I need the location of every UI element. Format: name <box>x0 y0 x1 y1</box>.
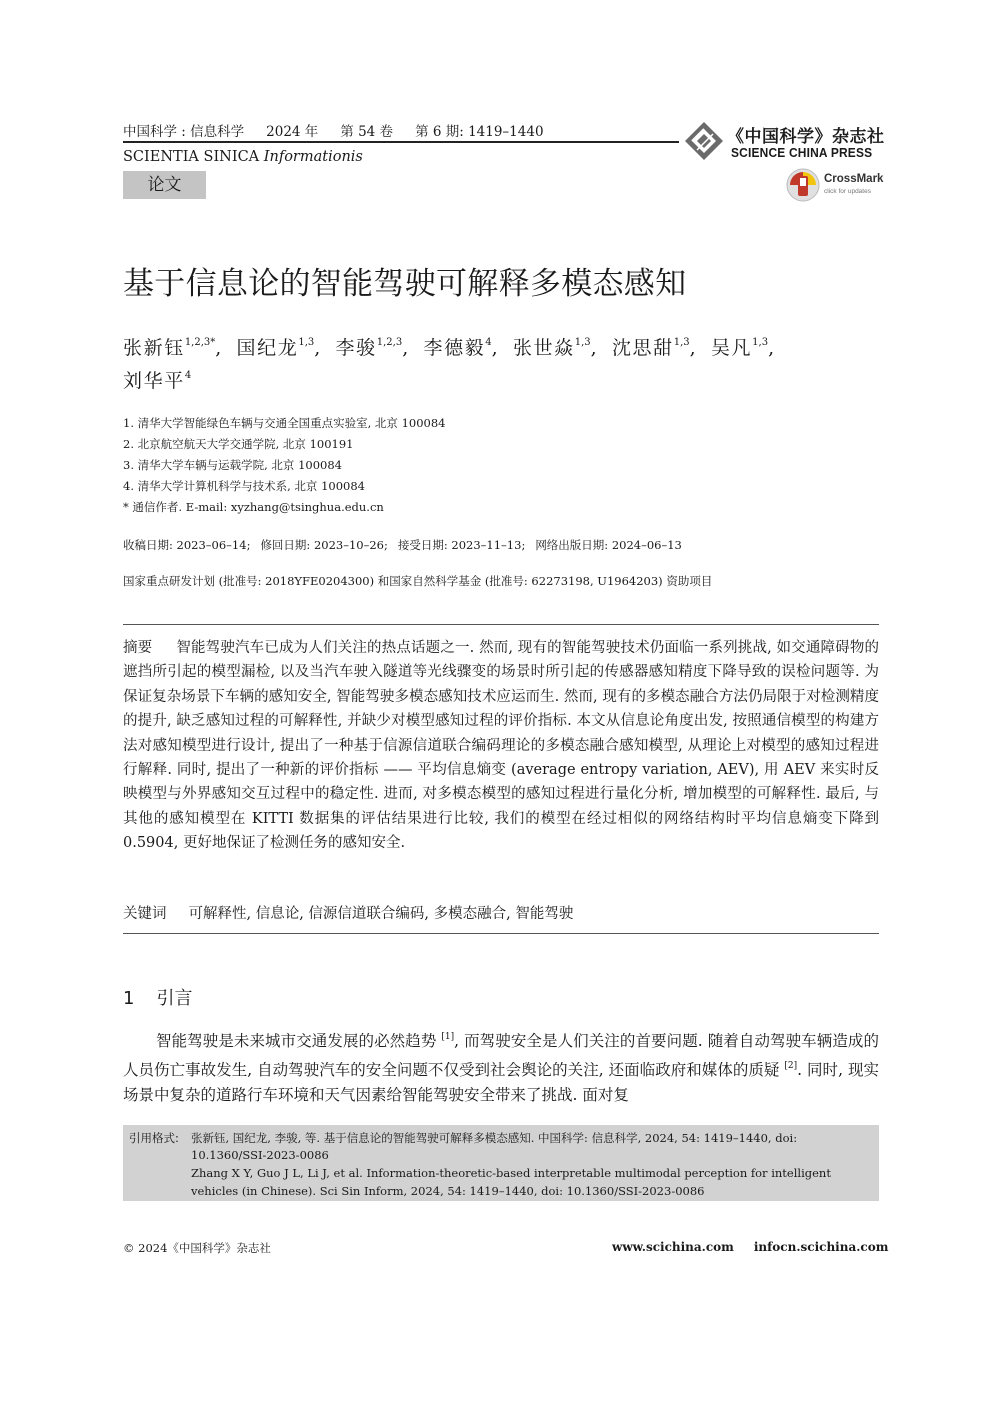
affiliation-3: 3. 清华大学车辆与运载学院, 北京 100084 <box>123 458 342 472</box>
date-accepted: 接受日期: 2023–11–13; <box>397 538 526 552</box>
citation-zh-doi: 10.1360/SSI-2023-0086 <box>191 1148 329 1162</box>
citation-en-line-1: Zhang X Y, Guo J L, Li J, et al. Information-theoretic-based interpretable multimodal perception for intelligent <box>191 1166 831 1180</box>
author-name: 刘华平 <box>123 370 185 392</box>
journal-header-en <box>123 149 363 165</box>
journal-issue-pages: 第 6 期: 1419–1440 <box>415 124 544 140</box>
intro-text-c: . 同时, 现实场景中复杂的道路行车环境和天气因素给智能驾驶安全带来了挑战. 面对复 <box>123 1061 879 1104</box>
author: 张世焱$^{1,3}$, <box>512 337 606 359</box>
author: 李德毅$^4$, <box>423 337 507 359</box>
paper-title: 基于信息论的智能驾驶可解释多模态感知 <box>123 266 687 302</box>
section-heading <box>123 984 192 1010</box>
author: 张新钰$^{1,2,3*}$, <box>123 337 231 359</box>
affiliation-1: 1. 清华大学智能绿色车辆与交通全国重点实验室, 北京 100084 <box>123 416 446 430</box>
crossmark-sublabel: click for updates <box>824 188 871 195</box>
crossmark-badge[interactable] <box>785 167 885 203</box>
header-rule <box>123 141 679 143</box>
author-name: 国纪龙 <box>236 337 299 359</box>
footer-links <box>612 1240 888 1254</box>
author: 李骏$^{1,2,3}$, <box>335 337 418 359</box>
author: 沈思甜$^{1,3}$, <box>611 337 705 359</box>
author-affiliation-marker: 1,3 <box>752 337 769 348</box>
citation-zh: 张新钰, 国纪龙, 李骏, 等. 基于信息论的智能驾驶可解释多模态感知. 中国科学: 信息科学, 2024, 54: 1419–1440, doi: <box>191 1131 798 1145</box>
abstract-bottom-rule <box>123 933 879 934</box>
author-affiliation-marker: 1,3 <box>574 337 591 348</box>
article-category-badge: 论文 <box>123 171 206 199</box>
date-revised: 修回日期: 2023–10–26; <box>260 538 388 552</box>
author-name: 吴凡 <box>710 337 753 359</box>
abstract <box>123 636 879 856</box>
author-affiliation-marker: 1,3 <box>298 337 315 348</box>
journal-header-cn <box>123 120 544 140</box>
crossmark-label: CrossMark <box>824 173 884 185</box>
journal-name-cn: 中国科学 : 信息科学 <box>123 124 245 140</box>
abstract-label: 摘要 <box>123 640 153 656</box>
keywords-label: 关键词 <box>123 906 167 922</box>
author-affiliation-marker: 1,2,3 <box>376 337 403 348</box>
section-number: 1 <box>123 988 135 1009</box>
article-dates <box>123 537 682 553</box>
date-received: 收稿日期: 2023–06–14; <box>123 538 251 552</box>
author: 国纪龙$^{1,3}$, <box>236 337 330 359</box>
footer-site-2[interactable]: infocn.scichina.com <box>753 1240 889 1254</box>
citation-ref-2[interactable]: [2] <box>784 1061 798 1071</box>
publisher-name-en: SCIENCE CHINA PRESS <box>731 145 873 160</box>
journal-year: 2024 年 <box>266 124 319 140</box>
abstract-text: 智能驾驶汽车已成为人们关注的热点话题之一. 然而, 现有的智能驾驶技术仍面临一系列挑战, 如交通障碍物的遮挡所引起的模型漏检, 以及当汽车驶入隧道等光线骤变的场景时所引起的传感器感知精度下降导致的误检问题等. 为保证复杂场景下车辆的感知安全, 智能驾驶多模态感知技术应运而生. 然而, 现有的多模态融合方法仍局限于对检测精度的提升, 缺乏感知过程的可解释性, 并缺少对模型感知过程的评价指标. 本文从信息论角度出发, 按照通信模型的构建方法对感知模型进行设计, 提出了一种基于信源信道联合编码理论的多模态融合感知模型, 从理论上对模型的感知过程进行解释. 同时, 提出了一种新的评价指标 —— 平均信息熵变 (average entropy variation, AEV), 用 AEV 来实时反映模型与外界感知交互过程中的稳定性. 进而, 对多模态模型的感知过程进行量化分析, 增加模型的可解释性. 最后, 与其他的感知模型在 KITTI 数据集的评估结果进行比较, 我们的模型在经过相似的网络结构时平均信息熵变下降到 0.5904, 更好地保证了检测任务的感知安全. <box>123 640 880 852</box>
footer-copyright: © 2024《中国科学》杂志社 <box>123 1241 271 1255</box>
author-affiliation-marker: 1,3 <box>673 337 690 348</box>
journal-volume: 第 54 卷 <box>340 124 394 140</box>
author-affiliation-marker: 1,2,3* <box>184 337 216 348</box>
publisher-name-cn: 《中国科学》杂志社 <box>727 127 885 147</box>
author-name: 李骏 <box>335 337 377 359</box>
abstract-top-rule <box>123 624 879 625</box>
date-online: 网络出版日期: 2024–06–13 <box>535 538 682 552</box>
author-name: 李德毅 <box>423 337 486 359</box>
author-name: 张新钰 <box>123 337 185 359</box>
citation-box <box>123 1125 879 1201</box>
journal-name-en-sub: Informationis <box>263 149 363 165</box>
intro-text-a: 智能驾驶是未来城市交通发展的必然趋势 <box>156 1032 442 1050</box>
footer-site-1[interactable]: www.scichina.com <box>612 1240 734 1254</box>
intro-text-b: , 而驾驶安全是人们关注的首要问题. 随着自动驾驶车辆造成的人员伤亡事故发生, 自动驾驶汽车的安全问题不仅受到社会舆论的关注, 还面临政府和媒体的质疑 <box>123 1032 879 1079</box>
author-list-line-1 <box>123 333 782 360</box>
citation-label: 引用格式: <box>129 1131 179 1145</box>
intro-paragraph <box>123 1025 879 1108</box>
author-name: 沈思甜 <box>611 337 674 359</box>
citation-en-line-2: vehicles (in Chinese). Sci Sin Inform, 2024, 54: 1419–1440, doi: 10.1360/SSI-2023-0086 <box>191 1184 705 1198</box>
keywords <box>123 902 573 923</box>
affiliation-4: 4. 清华大学计算机科学与技术系, 北京 100084 <box>123 479 365 493</box>
publisher-diamond-icon <box>683 120 725 162</box>
crossmark-icon <box>785 167 821 203</box>
affiliation-2: 2. 北京航空航天大学交通学院, 北京 100191 <box>123 437 354 451</box>
funding-statement: 国家重点研发计划 (批准号: 2018YFE0204300) 和国家自然科学基金 (批准号: 62273198, U1964203) 资助项目 <box>123 574 713 588</box>
citation-ref-1[interactable]: [1] <box>441 1032 455 1042</box>
section-title: 引言 <box>156 988 193 1009</box>
author-affiliation-marker: 4 <box>184 370 192 381</box>
author-name: 张世焱 <box>512 337 575 359</box>
author: 吴凡$^{1,3}$, <box>710 337 776 359</box>
corresponding-author: * 通信作者. E-mail: xyzhang@tsinghua.edu.cn <box>123 500 384 514</box>
author <box>123 370 191 392</box>
keywords-text: 可解释性, 信息论, 信源信道联合编码, 多模态融合, 智能驾驶 <box>188 906 574 922</box>
author-list-line-2 <box>123 366 191 393</box>
author-affiliation-marker: 4 <box>485 337 492 348</box>
journal-name-en: SCIENTIA SINICA <box>123 149 260 165</box>
publisher-logo <box>683 120 883 166</box>
